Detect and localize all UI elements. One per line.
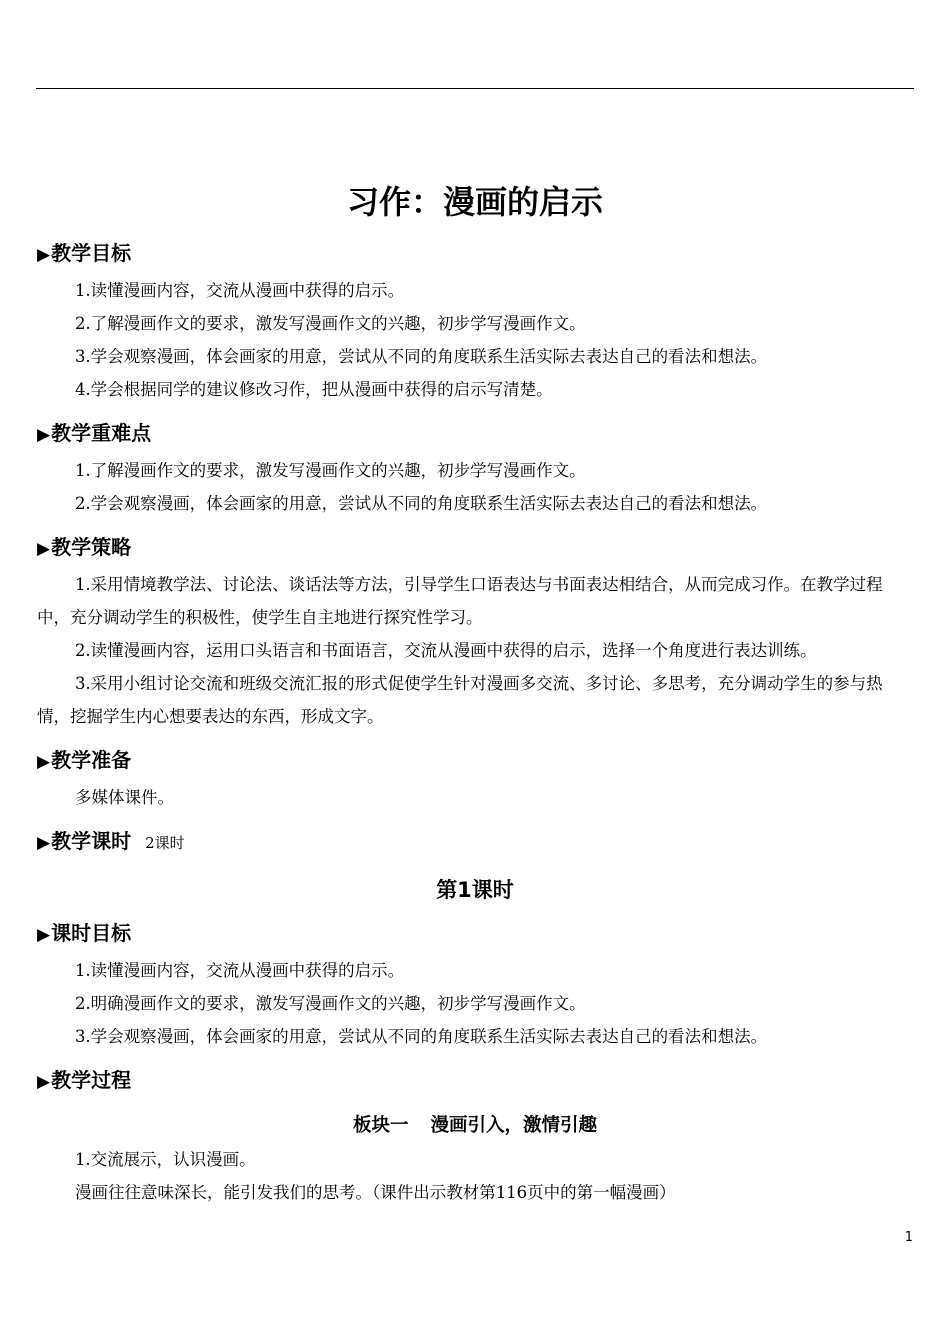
strategy-item: 3.采用小组讨论交流和班级交流汇报的形式促使学生针对漫画多交流、多讨论、多思考，充分调动学生的参与热情，挖掘学生内心想要表达的东西，形成文字。: [37, 674, 883, 726]
process-item: 1.交流展示，认识漫画。: [74, 1150, 256, 1169]
triangle-icon: ▶: [37, 752, 51, 772]
goal-item: 4.学会根据同学的建议修改习作，把从漫画中获得的启示写清楚。: [74, 380, 553, 399]
heading-strategy-text: 教学策略: [51, 535, 132, 559]
heading-hours-text: 教学课时: [51, 829, 132, 853]
block-label: 板块一: [352, 1115, 409, 1136]
heading-lesson-goals-text: 课时目标: [51, 921, 132, 945]
goal-item: 1.读懂漫画内容，交流从漫画中获得的启示。: [74, 281, 405, 300]
triangle-icon: ▶: [37, 539, 51, 559]
goal-item: 3.学会观察漫画，体会画家的用意，尝试从不同的角度联系生活实际去表达自己的看法和想法。: [74, 347, 768, 366]
strategy-item: 2.读懂漫画内容，运用口头语言和书面语言，交流从漫画中获得的启示，选择一个角度进行表达训练。: [74, 641, 817, 660]
triangle-icon: ▶: [37, 425, 51, 445]
document-body: [37, 178, 913, 1209]
strategy-item: 1.采用情境教学法、讨论法、谈话法等方法，引导学生口语表达与书面表达相结合，从而完成习作。在教学过程中，充分调动学生的积极性，使学生自主地进行探究性学习。: [37, 575, 883, 627]
block-heading: [37, 1111, 913, 1141]
page-number: 1: [904, 1230, 913, 1245]
key-point-item: 1.了解漫画作文的要求，激发写漫画作文的兴趣，初步学写漫画作文。: [74, 461, 586, 480]
goal-item: 2.了解漫画作文的要求，激发写漫画作文的兴趣，初步学写漫画作文。: [74, 314, 586, 333]
heading-key-points: [37, 418, 913, 450]
heading-process-text: 教学过程: [51, 1068, 132, 1092]
key-point-item: 2.学会观察漫画，体会画家的用意，尝试从不同的角度联系生活实际去表达自己的看法和想法。: [74, 494, 768, 513]
heading-key-points-text: 教学重难点: [51, 421, 152, 445]
lesson-goal-item: 3.学会观察漫画，体会画家的用意，尝试从不同的角度联系生活实际去表达自己的看法和想法。: [74, 1027, 768, 1046]
page-title: 习作：漫画的启示: [346, 183, 603, 221]
lesson-title: 第1课时: [436, 878, 514, 902]
process-item: 漫画往往意味深长，能引发我们的思考。（课件出示教材第116页中的第一幅漫画）: [74, 1183, 676, 1202]
lesson-goal-item: 1.读懂漫画内容，交流从漫画中获得的启示。: [74, 961, 405, 980]
heading-preparation: [37, 745, 913, 777]
block-title: 漫画引入，激情引趣: [430, 1115, 598, 1136]
heading-goals: [37, 238, 913, 270]
heading-process: [37, 1065, 913, 1097]
header-rule: [36, 88, 914, 89]
triangle-icon: ▶: [37, 245, 51, 265]
heading-lesson-goals: [37, 918, 913, 950]
preparation-item: 多媒体课件。: [74, 788, 174, 807]
lesson-goal-item: 2.明确漫画作文的要求，激发写漫画作文的兴趣，初步学写漫画作文。: [74, 994, 586, 1013]
heading-preparation-text: 教学准备: [51, 748, 132, 772]
heading-hours: [37, 826, 913, 858]
heading-strategy: [37, 532, 913, 564]
heading-goals-text: 教学目标: [51, 241, 132, 265]
triangle-icon: ▶: [37, 1072, 51, 1092]
triangle-icon: ▶: [37, 925, 51, 945]
triangle-icon: ▶: [37, 833, 51, 853]
hours-value: 2课时: [145, 834, 185, 852]
